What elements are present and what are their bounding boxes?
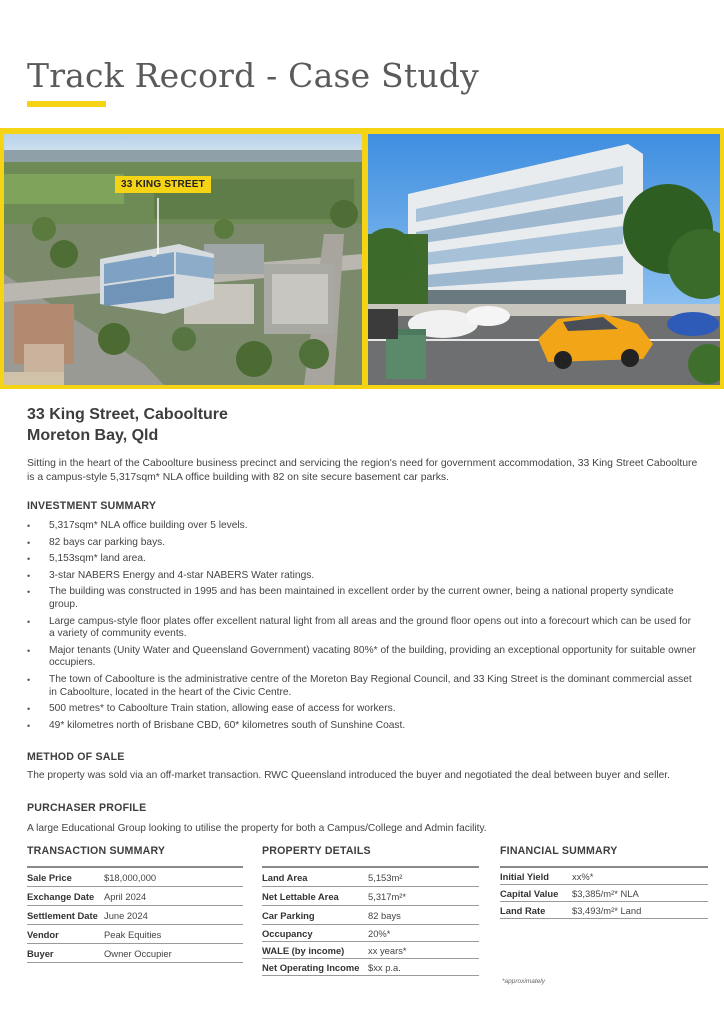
row-value: Owner Occupier [104,947,172,959]
method-of-sale-heading: METHOD OF SALE [27,751,125,763]
investment-summary-heading: INVESTMENT SUMMARY [27,500,157,512]
aerial-photo [4,134,362,385]
transaction-summary-heading: TRANSACTION SUMMARY [27,845,166,857]
row-value: June 2024 [104,909,148,921]
list-item: • 5,153sqm* land area. [27,553,699,566]
address-callout-label: 33 KING STREET [115,176,211,193]
list-item: • 49* kilometres north of Brisbane CBD, 60* kilometres south of Sunshine Coast. [27,720,699,733]
row-label: Capital Value [500,887,559,899]
table-row [27,887,243,906]
list-item: • The building was constructed in 1995 and has been maintained in excellent order by the current owner, being a national property syndicate group. [27,586,699,611]
row-label: Net Operating Income [262,961,360,973]
list-item: • Large campus-style floor plates offer excellent natural light from all areas and the ground floor opens out into a forecourt which can be used for a variety of community events. [27,616,699,641]
row-label: Exchange Date [27,890,95,902]
list-item: • Major tenants (Unity Water and Queensland Government) vacating 80%* of the building, providing an exceptional opportunity for suitable owner occupiers. [27,645,699,670]
list-item: • 82 bays car parking bays. [27,537,699,550]
purchaser-profile-text: A large Educational Group looking to utilise the property for both a Campus/College and Admin facility. [27,823,487,834]
intro-paragraph: Sitting in the heart of the Caboolture business precinct and servicing the region's need for government accommodation, 33 King Street Caboolture is a campus-style 5,317sqm* NLA office building with 82 on site secure basement car parks. [27,458,698,483]
row-label: Buyer [27,947,54,959]
page-title: Track Record - Case Study [27,56,479,95]
table-row [262,942,479,959]
row-label: Sale Price [27,871,72,883]
property-address-line2: Moreton Bay, Qld [27,427,159,444]
table-row [500,868,708,885]
list-item: • 3-star NABERS Energy and 4-star NABERS Water ratings. [27,570,699,583]
row-label: Occupancy [262,927,313,939]
row-value: $xx p.a. [368,961,401,973]
purchaser-profile-heading: PURCHASER PROFILE [27,802,147,814]
row-value: 20%* [368,927,391,939]
list-item: • The town of Caboolture is the administrative centre of the Moreton Bay Regional Council, and 33 King Street is the dominant commercial asset in Caboolture, located in the heart of the Civic Centre. [27,674,699,699]
property-address-line1: 33 King Street, Caboolture [27,406,228,423]
row-value: xx%* [572,870,594,882]
row-value: Peak Equities [104,928,162,940]
table-row [262,906,479,925]
row-label: WALE (by income) [262,944,345,956]
row-label: Car Parking [262,909,315,921]
table-row [27,906,243,925]
table-row [27,944,243,963]
transaction-summary-table [27,866,243,963]
financial-summary-table [500,866,708,919]
table-row [262,887,479,906]
method-of-sale-text: The property was sold via an off-market transaction. RWC Queensland introduced the buyer and negotiated the deal between buyer and seller. [27,770,670,781]
row-value: $3,493/m²* Land [572,904,642,916]
investment-summary-list [27,520,699,736]
title-accent-bar [27,101,106,107]
table-row [262,925,479,942]
photo-banner [0,128,724,389]
row-value: 5,153m² [368,871,403,883]
table-row [500,885,708,902]
row-label: Initial Yield [500,870,549,882]
row-label: Net Lettable Area [262,890,339,902]
row-label: Vendor [27,928,59,940]
row-value: xx years* [368,944,407,956]
table-row [262,868,479,887]
row-label: Settlement Date [27,909,98,921]
table-row [500,902,708,919]
row-value: April 2024 [104,890,147,902]
list-item: • 5,317sqm* NLA office building over 5 levels. [27,520,699,533]
property-details-table [262,866,479,976]
table-row [27,868,243,887]
financial-summary-heading: FINANCIAL SUMMARY [500,845,618,857]
row-value: $3,385/m²* NLA [572,887,639,899]
row-value: 5,317m²* [368,890,407,902]
row-label: Land Area [262,871,308,883]
row-value: 82 bays [368,909,401,921]
building-photo [368,134,720,385]
footnote: *approximately [502,978,545,985]
row-value: $18,000,000 [104,871,157,883]
property-details-heading: PROPERTY DETAILS [262,845,371,857]
table-row [262,959,479,976]
row-label: Land Rate [500,904,546,916]
table-row [27,925,243,944]
list-item: • 500 metres* to Caboolture Train station, allowing ease of access for workers. [27,703,699,716]
